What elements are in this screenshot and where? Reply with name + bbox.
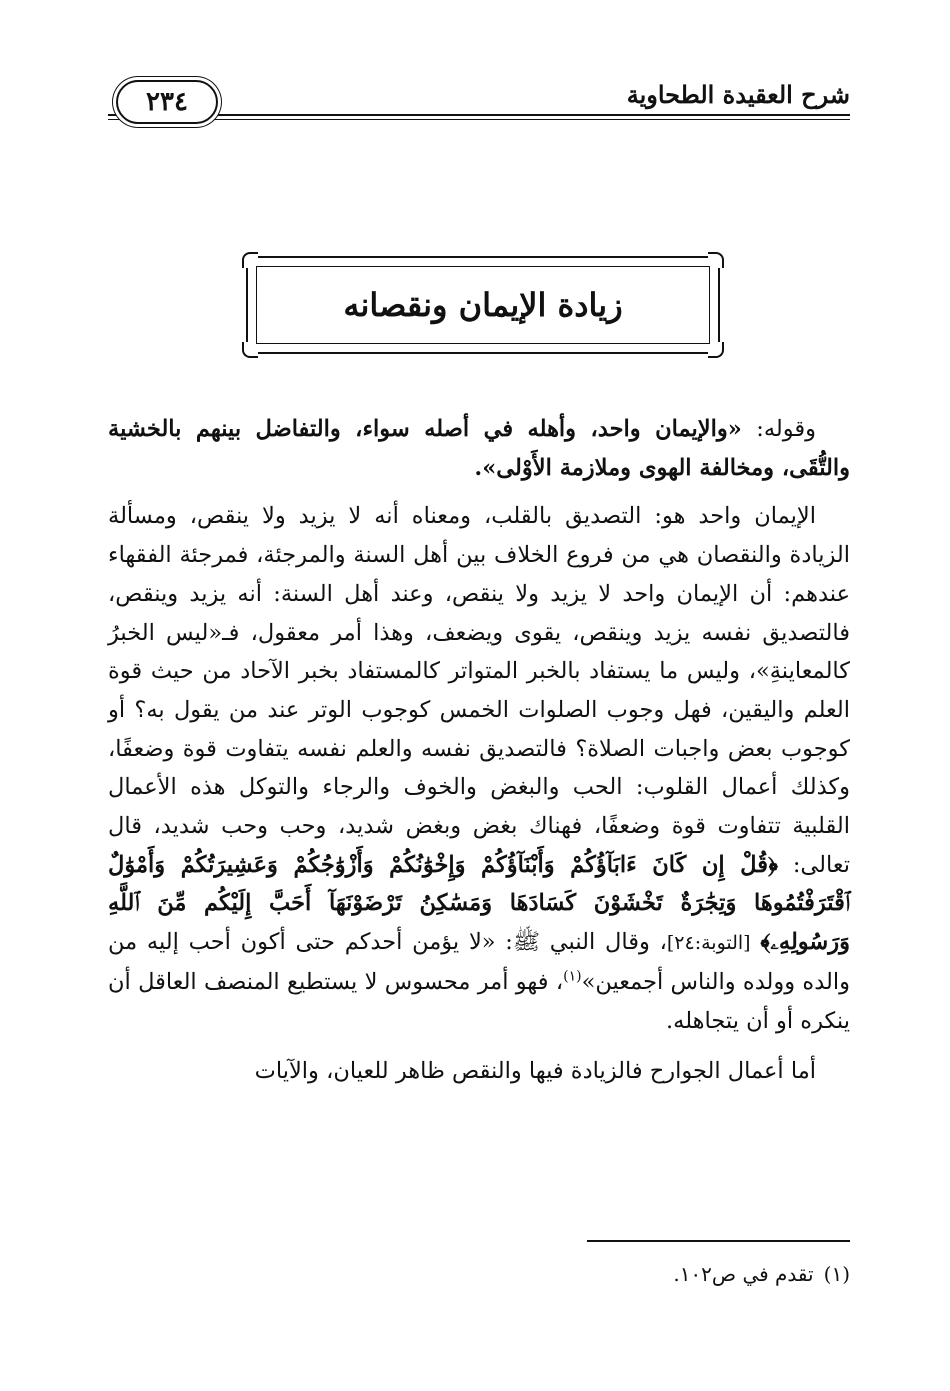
commentary-paragraph bbox=[108, 497, 850, 1040]
chapter-title-inner-frame bbox=[256, 266, 710, 344]
quote-lead: وقوله: bbox=[756, 416, 816, 442]
footnote bbox=[108, 1258, 850, 1290]
running-header bbox=[108, 76, 850, 128]
hadith-text: ، وقال النبي ﷺ: «لا يؤمن أحدكم حتى أكون أحب إليه من والده وولده والناس أجمعين» bbox=[108, 929, 850, 995]
chapter-title-frame bbox=[246, 256, 720, 354]
book-title: شرح العقيدة الطحاوية bbox=[626, 80, 850, 109]
footnote-number: (١) bbox=[823, 1262, 850, 1286]
footnote-rule bbox=[587, 1240, 850, 1242]
footnote-marker: (١) bbox=[563, 968, 582, 985]
footnote-text: تقدم في ص١٠٢. bbox=[673, 1262, 814, 1286]
page-number: ٢٣٤ bbox=[146, 87, 188, 117]
quoted-matn: «والإيمان واحد، وأهله في أصله سواء، والتفاضل بينهم بالخشية والتُّقَى، ومخالفة الهوى وملازمة الأَوْلى». bbox=[108, 416, 850, 481]
commentary-text: الإيمان واحد هو: التصديق بالقلب، ومعناه أنه لا يزيد ولا ينقص، ومسألة الزيادة والنقصان هي من فروع الخلاف بين أهل السنة والمرجئة، فمرجئة الفقهاء عندهم: أن الإيمان واحد لا يزيد ولا ينقص، وعند أهل السنة: أنه يزيد وينقص، فالتصديق نفسه يزيد وينقص، يقوى ويضعف، وهذا أمر معقول، فـ«ليس الخبرُ كالمعاينةِ»، وليس ما يستفاد بالخبر المتواتر كالمستفاد بخبر الآحاد من حيث قوة العلم واليقين، فهل وجوب الصلوات الخمس كوجوب الوتر عند من يقول به؟ أو كوجوب بعض واجبات الصلاة؟ فالتصديق نفسه والعلم نفسه يتفاوت قوة وضعفًا، وكذلك أعمال القلوب: الحب والبغض والخوف والرجاء والتوكل هذه الأعمال القلبية تتفاوت قوة وضعفًا، فهناك بغض وبغض شديد، وحب وحب شديد، قال تعالى: bbox=[108, 503, 850, 878]
verse-reference: [التوبة:٢٤] bbox=[666, 932, 751, 955]
header-rule-thin bbox=[108, 119, 850, 120]
chapter-title: زيادة الإيمان ونقصانه bbox=[343, 286, 623, 324]
commentary-conclusion: ، فهو أمر محسوس لا يستطيع المنصف العاقل أن ينكره أو أن يتجاهله. bbox=[108, 968, 850, 1034]
quran-verse: ﴿قُلْ إِن كَانَ ءَابَآؤُكُمْ وَأَبْنَآؤُكُمْ وَإِخْوَٰنُكُمْ وَأَزْوَٰجُكُمْ وَعَشِيرَتُكُمْ وَأَمْوَٰلٌ ٱقْتَرَفْتُمُوهَا وَتِجَٰرَةٌ تَخْشَوْنَ كَسَادَهَا وَمَسَٰكِنُ تَرْضَوْنَهَآ أَحَبَّ إِلَيْكُم مِّنَ ٱللَّهِ وَرَسُولِهِۦ﴾ bbox=[108, 851, 851, 956]
body-text bbox=[108, 410, 850, 1091]
frame-corner-ornament bbox=[242, 342, 258, 358]
page-number-frame bbox=[116, 80, 218, 124]
quoted-matn-paragraph bbox=[108, 410, 850, 487]
frame-corner-ornament bbox=[708, 342, 724, 358]
paragraph-continues: أما أعمال الجوارح فالزيادة فيها والنقص ظاهر للعيان، والآيات bbox=[254, 1058, 816, 1085]
frame-corner-ornament bbox=[708, 252, 724, 268]
header-rule bbox=[108, 114, 850, 116]
